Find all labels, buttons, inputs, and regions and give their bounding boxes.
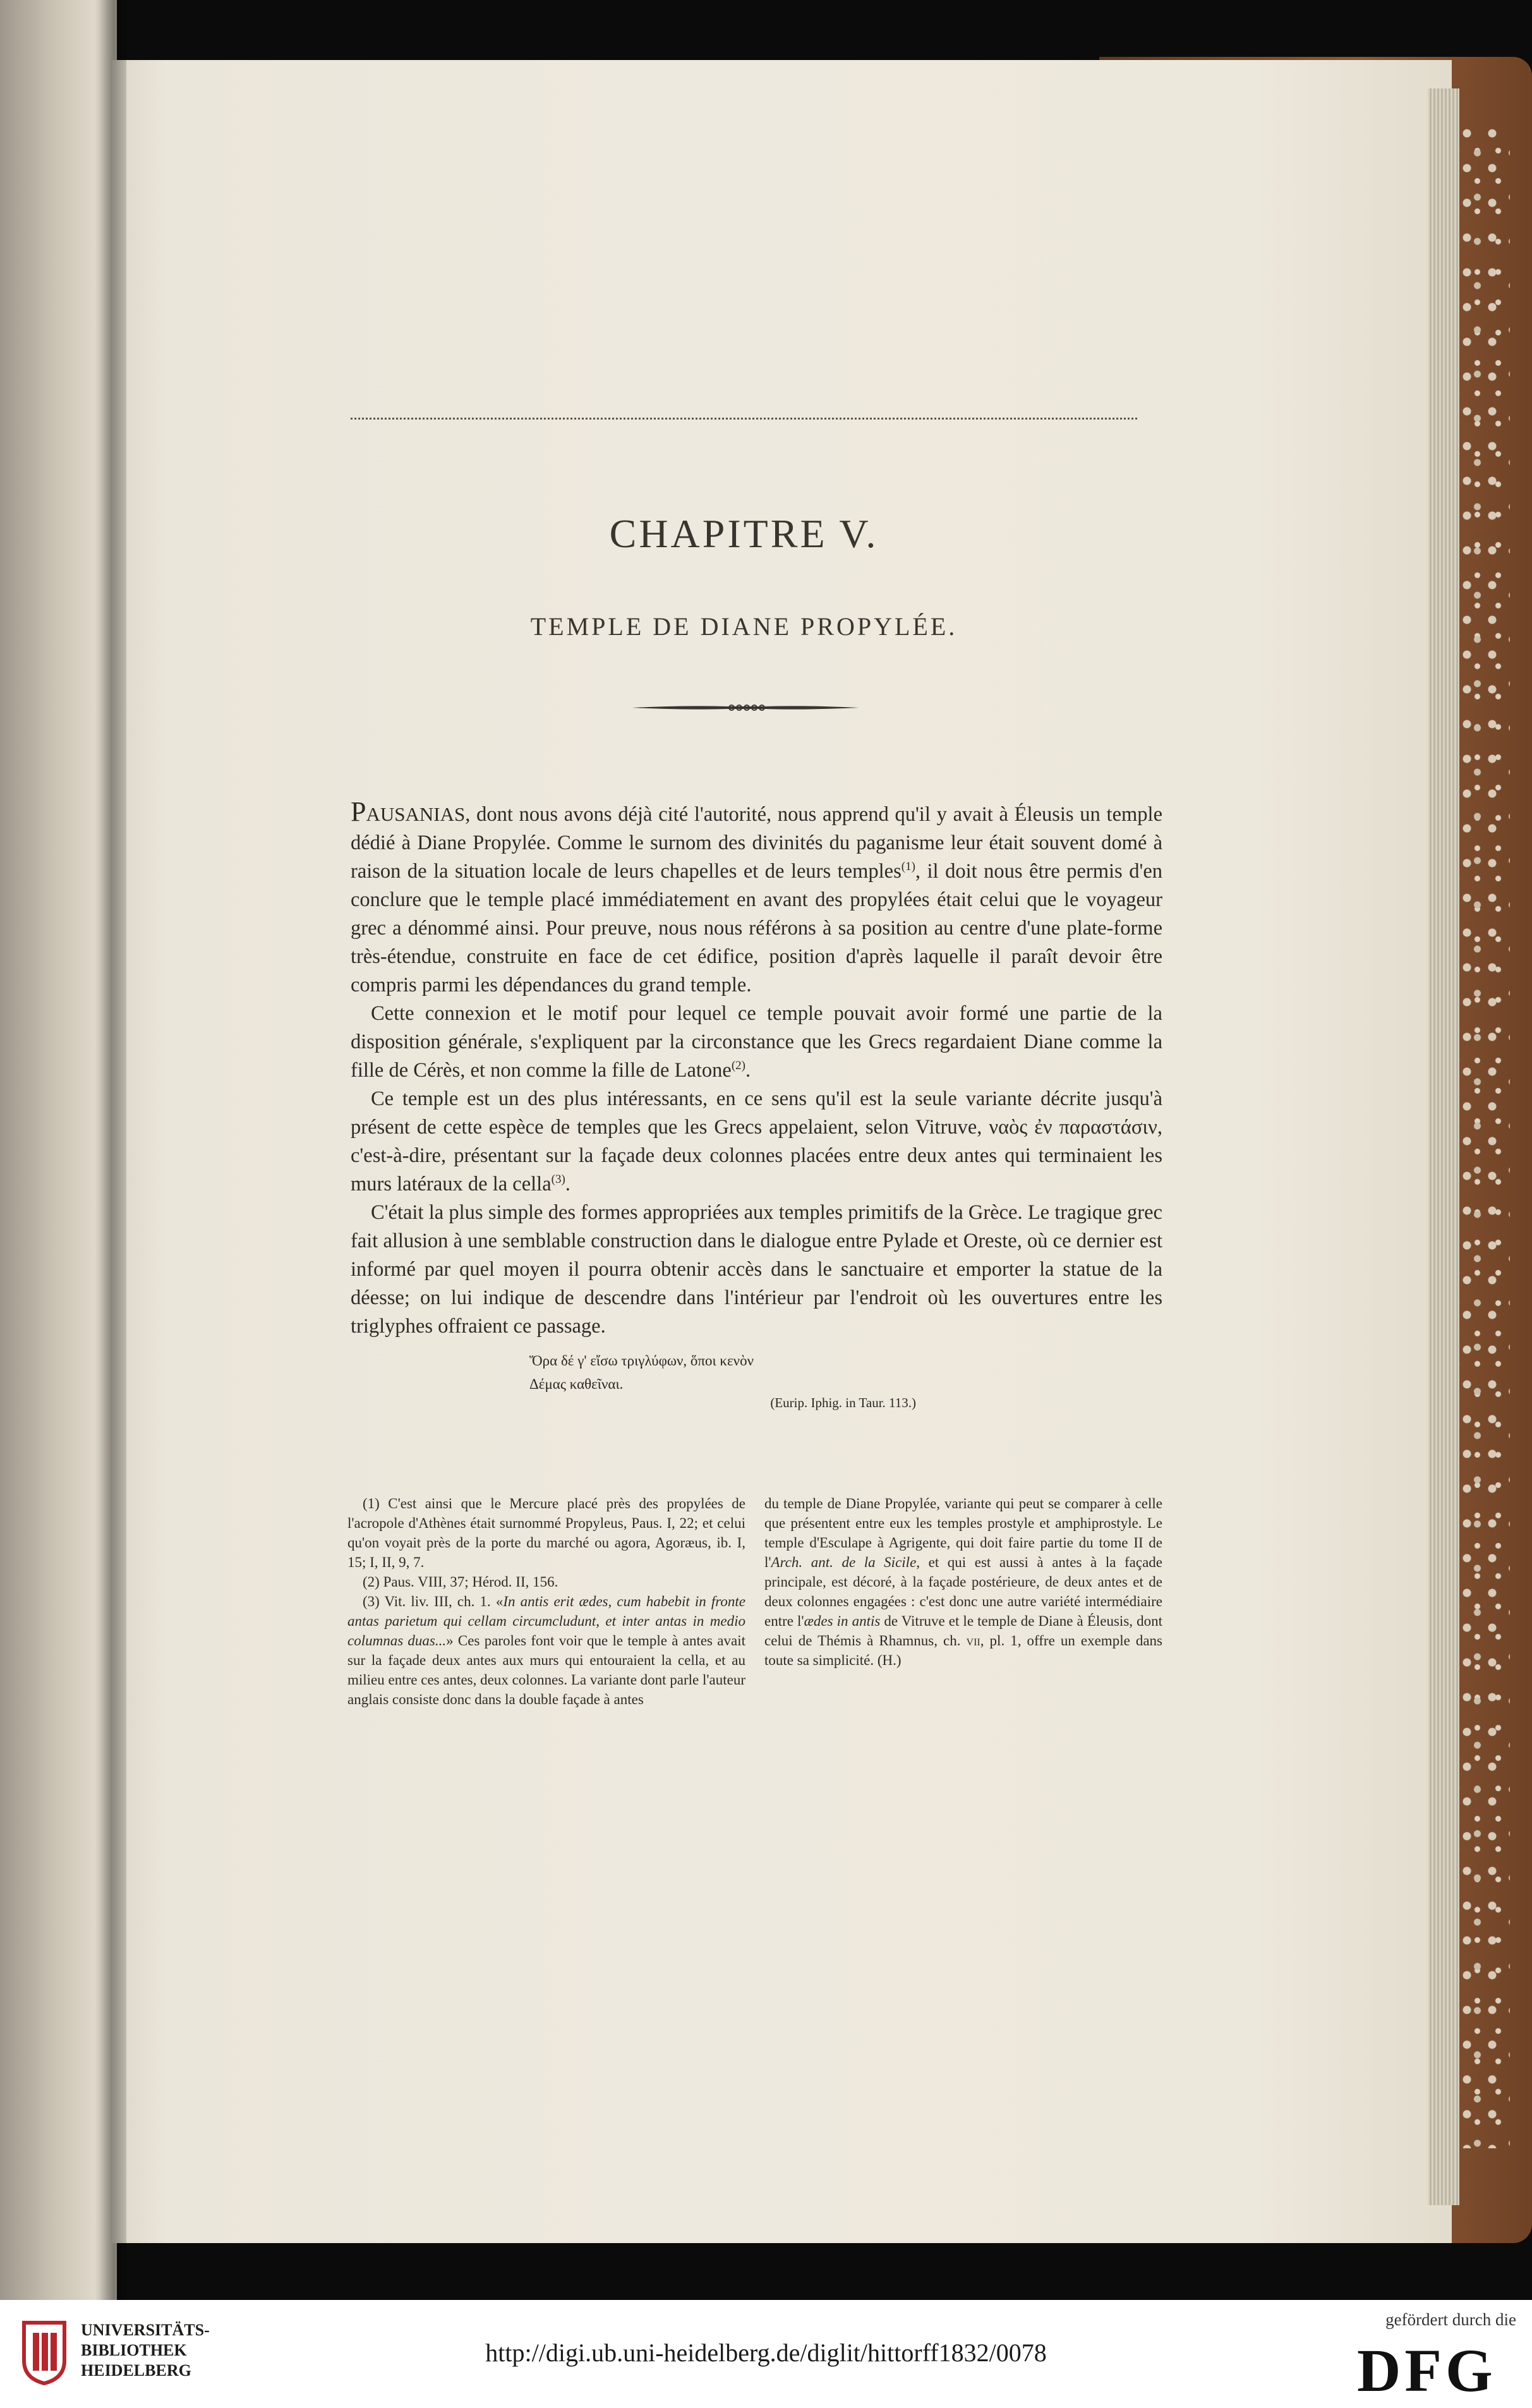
footnote-ref: (2) — [731, 1059, 745, 1073]
dfg-logo: DFG — [1357, 2337, 1497, 2404]
quote-source: (Eurip. Iphig. in Taur. 113.) — [770, 1395, 916, 1410]
dotted-rule — [351, 418, 1137, 420]
chapter-subtitle: TEMPLE DE DIANE PROPYLÉE. — [530, 612, 958, 641]
footnotes-column-left — [347, 1494, 745, 1709]
footnote-3-continued: du temple de Diane Propylée, variante qui peut se comparer à celle que présentent entre eux les temples prostyle et amphiprostyle. Le temple d'Esculape à Agrigente, qui doit faire partie du tome II de l'Arch. ant. de la Sicile, et qui est aussi à antes à la façade principale, est décoré, à la façade postérieure, de deux antes et de deux colonnes engagées : c'est donc une autre variété intermédiaire entre l'ædes in antis de Vitruve et le temple de Diane à Éleusis, dont celui de Thémis à Rhamnus, ch. vii, pl. 1, offre un exemple dans toute sa simplicité. (H.) — [764, 1496, 1162, 1668]
quote-line: Δέμας καθεῖναι. — [529, 1376, 624, 1392]
page-block-edge — [1428, 88, 1459, 2205]
ornament-divider — [632, 695, 859, 720]
quote-line: Ὅρα δέ γ' εἴσω τριγλύφων, ὅποι κενὸν — [529, 1353, 754, 1369]
permalink-url[interactable]: http://digi.ub.uni-heidelberg.de/diglit/hittorff1832/0078 — [485, 2338, 1047, 2367]
footnote-ref: (1) — [901, 860, 915, 874]
footnotes — [347, 1494, 1162, 1709]
footnote-2: (2) Paus. VIII, 37; Hérod. II, 156. — [363, 1574, 558, 1590]
greek-quote — [529, 1349, 997, 1396]
footnote-ref: (3) — [551, 1173, 565, 1187]
paragraph-3: Ce temple est un des plus intéressants, en ce sens qu'il est la seule variante décrite jusqu'à présent de cette espèce de temples que les Grecs appelaient, selon Vitruve, ναὸς ἐν παραστάσιν, c'est-à-dire, présentant sur la façade deux colonnes placées entre deux antes qui terminaient les murs latéraux de la cella$^{(3)}$. — [351, 1087, 1162, 1195]
drop-word: Pausanias — [351, 796, 466, 827]
body-text — [351, 797, 1162, 1341]
paragraph-2: Cette connexion et le motif pour lequel ce temple pouvait avoir formé une partie de la disposition générale, s'expliquent par la circonstance que les Grecs regardaient Diane comme la fille de Cérès, et non comme la fille de Latone$^{(2)}$. — [351, 1002, 1162, 1082]
footnote-1: (1) C'est ainsi que le Mercure placé près des propylées de l'acropole d'Athènes était surnommé Propyleus, Paus. I, 22; et celui qu'on voyait près de la porte du marché ou agora, Agoræus, ib. I, 15; I, II, 9, 7. — [347, 1496, 745, 1570]
paragraph-4: C'était la plus simple des formes appropriées aux temples primitifs de la Grèce. Le tragique grec fait allusion à une semblable construction dans le dialogue entre Pylade et Oreste, où ce dernier est informé par quel moyen il pourra obtenir accès dans le sanctuaire et emporter la statue de la déesse; on lui indique de descendre dans l'intérieur par l'endroit où les ouvertures entre les triglyphes offraient ce passage. — [351, 1201, 1162, 1338]
footnote-3: (3) Vit. liv. III, ch. 1. «In antis erit ædes, cum habebit in fronte antas parietum qui cellam circumcludunt, et inter antas in medio columnas duas...» Ces paroles font voir que le temple à antes avait sur la façade deux antes aux murs qui entouraient la cella, et au milieu entre ces antes, deux colonnes. La variante dont parle l'auteur anglais consiste donc dans la double façade à antes — [347, 1594, 746, 1707]
chapter-title: CHAPITRE V. — [609, 511, 879, 556]
footnotes-column-right — [764, 1494, 1162, 1709]
paragraph-1: Pausanias, dont nous avons déjà cité l'autorité, nous apprend qu'il y avait à Éleusis un temple dédié à Diane Propylée. Comme le surnom des divinités du paganisme leur était souvent domé à raison de la situation locale de leurs chapelles et de leurs temples$^{(1)}$, il doit nous être permis d'en conclure que le temple placé immédiatement en avant des propylées était celui que le voyageur grec a dénommé ainsi. Pour preuve, nous nous référons à sa position au centre d'une plate-forme très-étendue, construite en face de cet édifice, position d'après laquelle il paraît devoir être compris parmi les dépendances du grand temple. — [351, 796, 1162, 996]
funded-by-text: gefördert durch die — [1385, 2310, 1516, 2329]
gutter-shadow — [95, 0, 126, 2300]
institution-name: UNIVERSITÄTS- BIBLIOTHEK HEIDELBERG — [81, 2321, 210, 2380]
